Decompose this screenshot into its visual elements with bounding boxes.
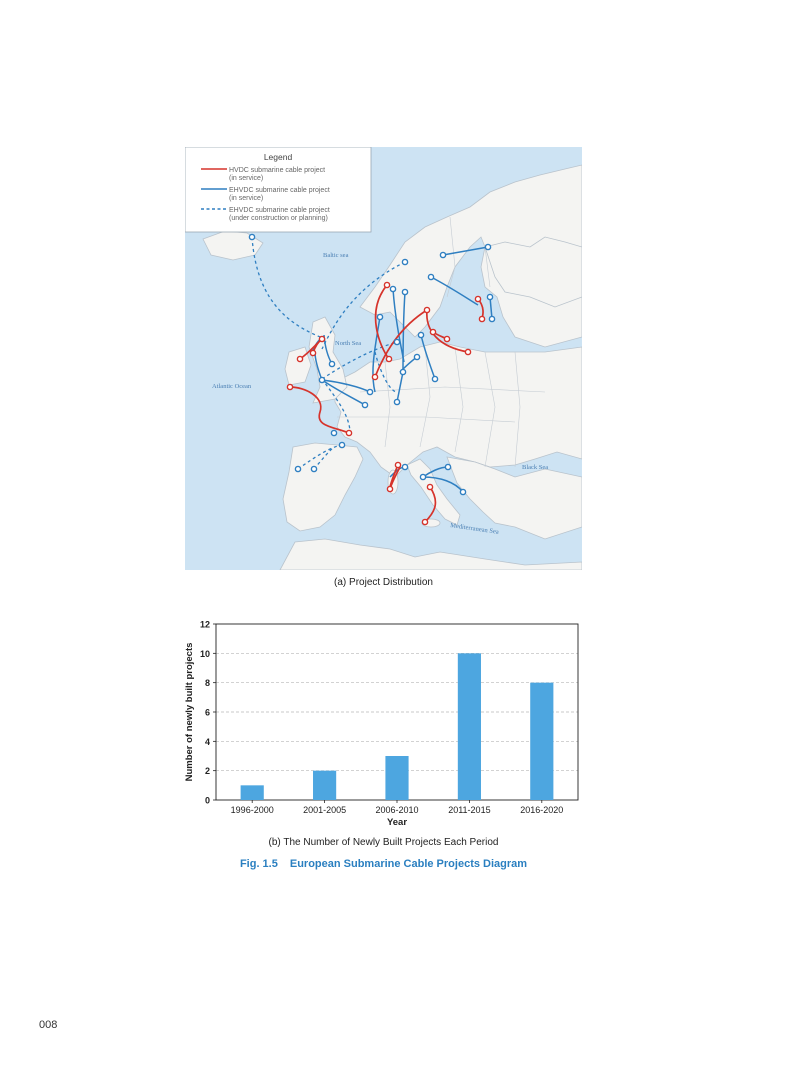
chart-svg [180, 616, 590, 836]
legend-title: Legend [263, 152, 293, 162]
x-tick-label: 1996-2000 [230, 805, 274, 815]
legend-planned-sublabel: (under construction or planning) [229, 215, 328, 222]
y-tick-label: 0 [204, 795, 210, 806]
y-tick-label: 2 [204, 766, 210, 777]
x-tick-label: 2001-2005 [303, 805, 347, 815]
map-legend [185, 147, 371, 232]
x-tick-label: 2006-2010 [375, 805, 419, 815]
figure-caption [185, 858, 582, 870]
y-tick-label: 8 [204, 678, 210, 689]
x-axis-label: Year [386, 817, 408, 828]
x-tick-label: 2016-2020 [520, 805, 564, 815]
label-black-sea: Black Sea [522, 464, 549, 471]
y-tick-label: 10 [199, 648, 210, 659]
legend-hvdc-label: HVDC submarine cable project [229, 167, 326, 174]
y-tick-label: 4 [204, 736, 210, 747]
y-axis-label: Number of newly built projects [184, 642, 195, 782]
bar [458, 653, 481, 800]
bar [530, 683, 553, 800]
bar-chart [180, 616, 590, 836]
map-svg [185, 147, 582, 570]
legend-hvdc-sublabel: (in service) [229, 175, 264, 182]
bar [313, 771, 336, 800]
figure-title: European Submarine Cable Projects Diagram [289, 858, 528, 870]
x-tick-label: 2011-2015 [448, 805, 491, 815]
europe-cable-map [185, 147, 582, 570]
y-tick-label: 12 [199, 619, 210, 630]
legend-ehvdc-label: EHVDC submarine cable project [229, 187, 330, 194]
y-tick-label: 6 [204, 707, 210, 718]
map-caption: (a) Project Distribution [334, 577, 433, 588]
page-number: 008 [39, 1019, 58, 1031]
figure-number: Fig. 1.5 [239, 858, 278, 870]
label-mediterranean-sea: Mediterranean Sea [449, 522, 500, 536]
bar [385, 756, 408, 800]
legend-ehvdc-sublabel: (in service) [229, 195, 264, 202]
chart-caption: (b) The Number of Newly Built Projects Each Period [268, 837, 499, 848]
bar [241, 785, 264, 800]
label-north-sea: North Sea [335, 340, 362, 347]
label-baltic-sea: Baltic sea [323, 252, 349, 259]
label-atlantic-ocean: Atlantic Ocean [212, 383, 252, 390]
legend-planned-label: EHVDC submarine cable project [229, 207, 330, 214]
